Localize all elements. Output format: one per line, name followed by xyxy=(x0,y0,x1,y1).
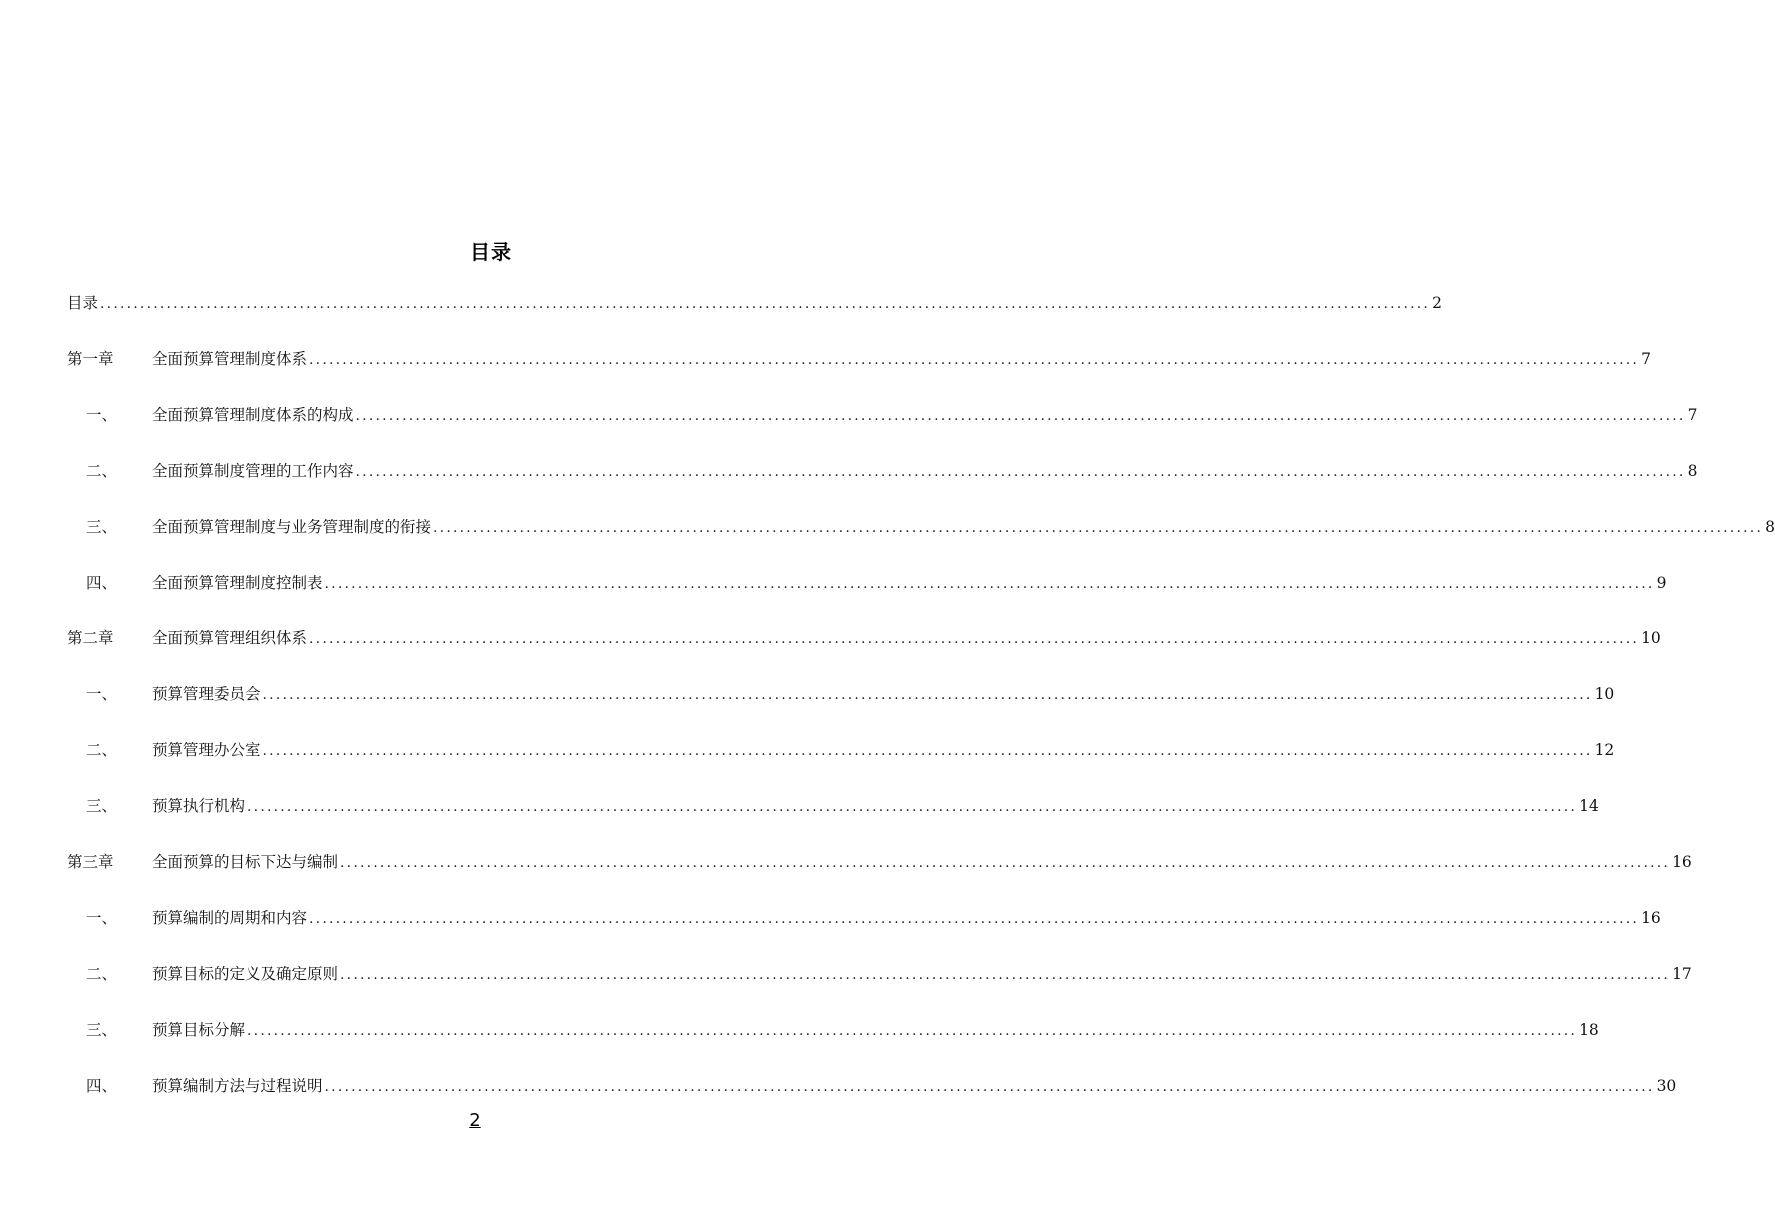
toc-entry[interactable] xyxy=(67,347,1651,371)
toc-entry-title: 全面预算管理组织体系 xyxy=(152,629,308,648)
toc-entry-title: 预算管理委员会 xyxy=(152,685,261,704)
toc-entry-title: 全面预算管理制度控制表 xyxy=(152,573,323,592)
toc-page-number: 30 xyxy=(1656,1076,1677,1095)
toc-page-number: 9 xyxy=(1656,573,1667,592)
section-number: 一、 xyxy=(86,685,118,704)
section-number: 三、 xyxy=(86,1020,118,1039)
dot-leader: ........................................................................................................................................................................................................ xyxy=(309,631,1640,648)
toc-entry[interactable] xyxy=(67,1074,1677,1098)
toc-page-number: 2 xyxy=(1432,294,1442,312)
dot-leader: ........................................................................................................................................................................................................ xyxy=(309,351,1640,368)
section-number: 三、 xyxy=(86,517,118,536)
toc-entry-title: 预算目标的定义及确定原则 xyxy=(152,964,339,983)
toc-entry[interactable] xyxy=(67,403,1698,427)
toc-page-number: 18 xyxy=(1579,1020,1599,1039)
toc-entry[interactable] xyxy=(67,962,1692,986)
section-number: 三、 xyxy=(86,797,118,816)
page-number: 2 xyxy=(469,1110,481,1131)
toc-entry-title: 目录 xyxy=(67,294,99,312)
dot-leader: ........................................................................................................................................................................................................ xyxy=(355,407,1686,424)
chapter-number: 第二章 xyxy=(67,629,114,648)
toc-page-number: 16 xyxy=(1641,908,1661,927)
toc-entry[interactable] xyxy=(67,571,1667,595)
toc-entry[interactable] xyxy=(67,459,1698,483)
toc-entry[interactable] xyxy=(67,1018,1599,1042)
dot-leader: ........................................................................................................................................................................................................ xyxy=(324,1078,1655,1095)
toc-entry-title: 全面预算管理制度体系 xyxy=(152,349,308,368)
dot-leader: ........................................................................................................................................................................................................ xyxy=(262,687,1593,704)
toc-entry[interactable] xyxy=(67,515,1775,539)
toc-page-number: 7 xyxy=(1687,405,1698,424)
section-number: 二、 xyxy=(86,964,118,983)
toc-page-number: 17 xyxy=(1672,964,1692,983)
toc-page-number: 12 xyxy=(1594,741,1615,760)
toc-entry[interactable] xyxy=(67,906,1661,930)
section-number: 一、 xyxy=(86,405,118,424)
dot-leader: ........................................................................................................................................................................................................ xyxy=(324,575,1655,592)
toc-page-number: 10 xyxy=(1594,685,1615,704)
toc-page-number: 14 xyxy=(1579,797,1599,816)
toc-page-number: 10 xyxy=(1641,629,1661,648)
toc-entry-title: 预算编制的周期和内容 xyxy=(152,908,308,927)
dot-leader: ........................................................................................................................................................................................................ xyxy=(247,799,1578,816)
toc-entry-title: 全面预算管理制度与业务管理制度的衔接 xyxy=(152,517,432,536)
toc-entry-title: 全面预算管理制度体系的构成 xyxy=(152,405,354,424)
toc-entry-title: 全面预算制度管理的工作内容 xyxy=(152,461,354,480)
dot-leader: ........................................................................................................................................................................................................ xyxy=(340,855,1671,871)
toc-entry[interactable] xyxy=(67,626,1661,650)
toc-entry[interactable] xyxy=(67,291,1442,315)
section-number: 四、 xyxy=(86,573,118,592)
toc-entry[interactable] xyxy=(67,738,1615,762)
toc-heading: 目录 xyxy=(470,240,512,264)
toc-page-number: 7 xyxy=(1641,349,1651,368)
dot-leader: ........................................................................................................................................................................................................ xyxy=(355,463,1686,480)
toc-entry-title: 预算执行机构 xyxy=(152,797,246,816)
chapter-number: 第一章 xyxy=(67,349,114,368)
chapter-number: 第三章 xyxy=(67,853,114,871)
dot-leader: ........................................................................................................................................................................................................ xyxy=(433,519,1764,536)
toc-entry[interactable] xyxy=(67,850,1692,874)
toc-entry[interactable] xyxy=(67,682,1615,706)
toc-page-number: 8 xyxy=(1765,517,1775,536)
dot-leader: ........................................................................................................................................................................................................ xyxy=(340,966,1671,983)
toc-entry-title: 预算编制方法与过程说明 xyxy=(152,1076,323,1095)
dot-leader: ........................................................................................................................................................................................................ xyxy=(309,910,1640,927)
section-number: 二、 xyxy=(86,741,118,760)
section-number: 二、 xyxy=(86,461,118,480)
toc-page-number: 8 xyxy=(1687,461,1698,480)
section-number: 一、 xyxy=(86,908,118,927)
dot-leader: ........................................................................................................................................................................................................ xyxy=(247,1022,1578,1039)
toc-page-number: 16 xyxy=(1672,853,1692,871)
dot-leader: ........................................................................................................................................................................................................ xyxy=(100,296,1431,312)
toc-entry-title: 全面预算的目标下达与编制 xyxy=(152,853,339,871)
dot-leader: ........................................................................................................................................................................................................ xyxy=(262,743,1593,760)
toc-entry-title: 预算目标分解 xyxy=(152,1020,246,1039)
toc-entry[interactable] xyxy=(67,794,1599,818)
section-number: 四、 xyxy=(86,1076,118,1095)
toc-entry-title: 预算管理办公室 xyxy=(152,741,261,760)
